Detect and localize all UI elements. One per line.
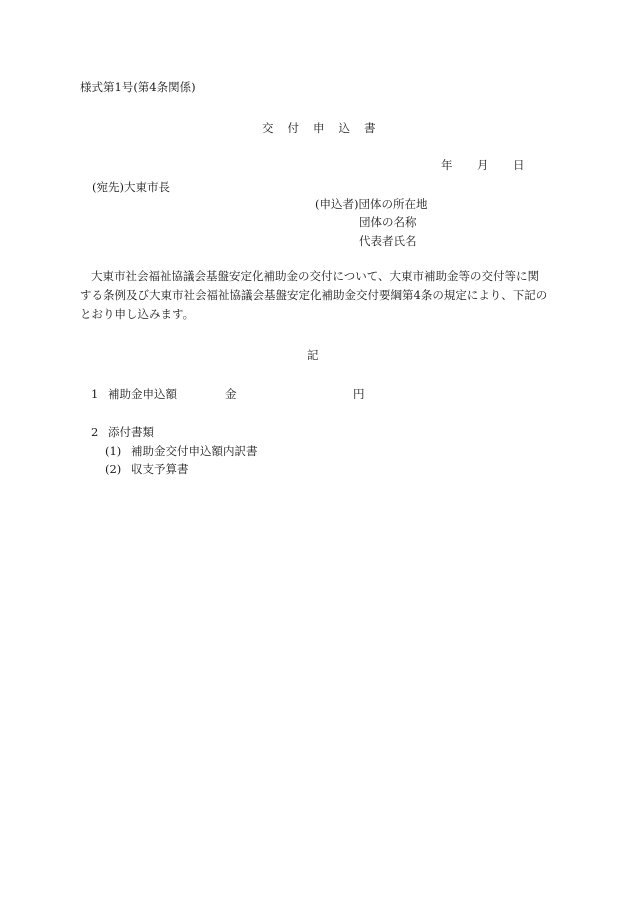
subitem-1 (105, 446, 258, 458)
subitem-2-number: (2) (105, 462, 122, 476)
title-char: 交 (262, 121, 274, 135)
subitem-1-number: (1) (105, 444, 122, 458)
applicant-name: 団体の名称 (359, 215, 417, 229)
item-2-label: 添付書類 (108, 425, 154, 439)
date-month: 月 (477, 158, 489, 172)
item-1 (91, 389, 177, 401)
applicant-address-row (315, 199, 427, 211)
amount-yen: 円 (353, 387, 365, 401)
subitem-1-label: 補助金交付申込額内訳書 (131, 444, 258, 458)
title-char: 込 (338, 121, 350, 135)
date-line (441, 160, 525, 172)
date-year: 年 (441, 158, 453, 172)
subitem-2 (105, 464, 189, 476)
addressee: (宛先)大東市長 (92, 180, 170, 194)
item-1-number: 1 (91, 387, 99, 401)
item-1-label: 補助金申込額 (108, 387, 177, 401)
document-title (262, 123, 376, 135)
title-char: 書 (364, 121, 376, 135)
ki-heading: 記 (307, 348, 319, 362)
applicant-address: 団体の所在地 (358, 197, 428, 211)
form-number: 様式第1号(第4条関係) (80, 80, 196, 94)
subitem-2-label: 収支予算書 (131, 462, 189, 476)
item-2 (91, 427, 154, 439)
applicant-representative: 代表者氏名 (359, 234, 417, 248)
item-2-number: 2 (91, 425, 99, 439)
title-char: 申 (313, 121, 325, 135)
applicant-label: (申込者) (315, 197, 359, 211)
amount-kin: 金 (225, 387, 237, 401)
title-char: 付 (287, 121, 299, 135)
body-paragraph: 大東市社会福祉協議会基盤安定化補助金の交付について、大東市補助金等の交付等に関する条例及び大東市社会福祉協議会基盤安定化補助金交付要綱第4条の規定により、下記のとおり申し込みます。 (80, 269, 548, 321)
date-day: 日 (513, 158, 525, 172)
